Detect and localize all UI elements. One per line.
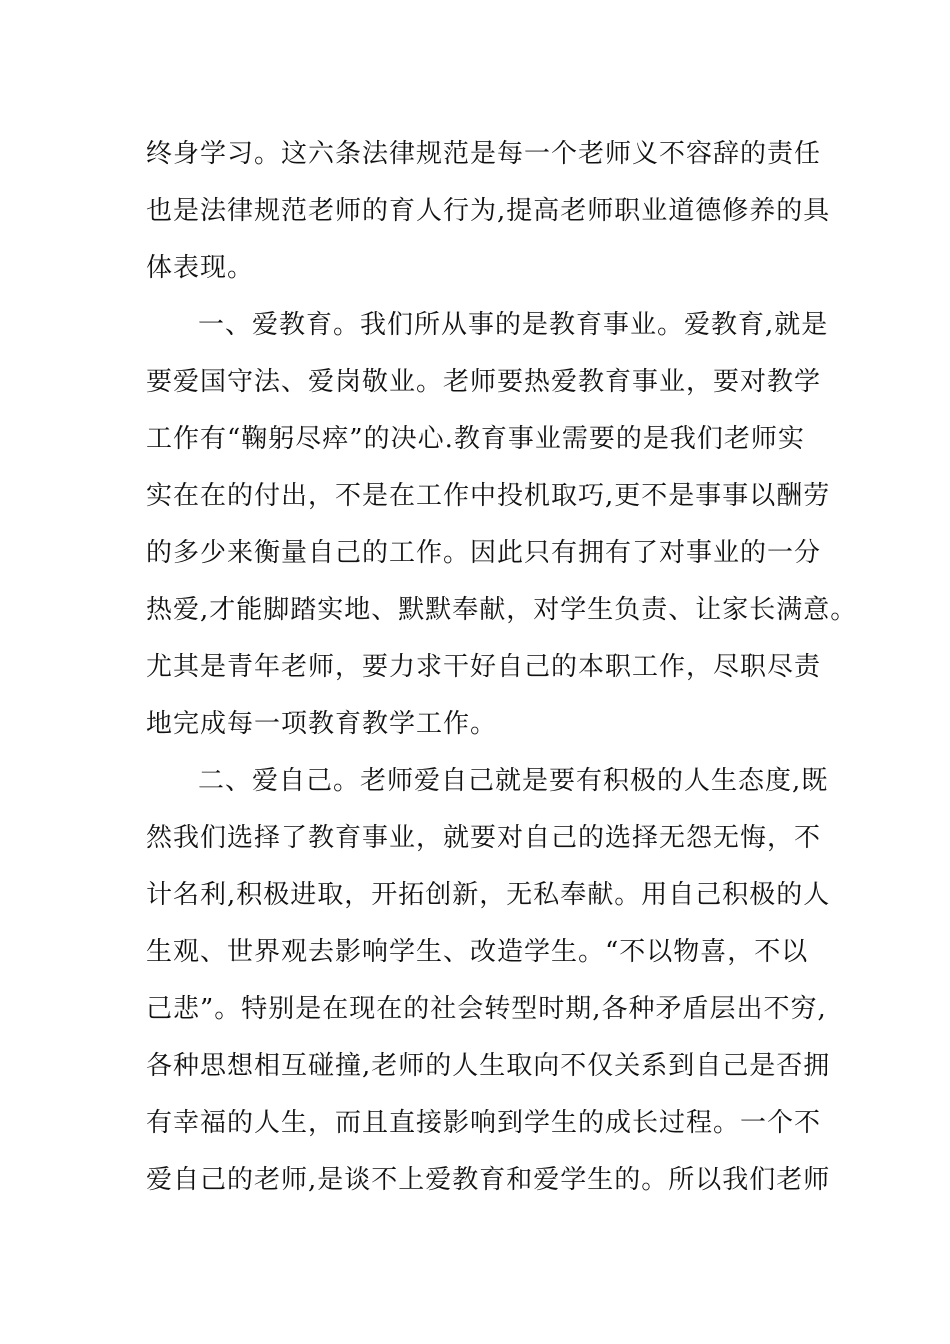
- text-line: 计名利,积极进取，开拓创新，无私奉献。用自己积极的人: [146, 880, 831, 910]
- text-line: 一、爱教育。我们所从事的是教育事业。爱教育,就是: [198, 310, 829, 340]
- paragraph-love-education: [146, 297, 858, 753]
- text-line: 二、爱自己。老师爱自己就是要有积极的人生态度,既: [198, 766, 829, 796]
- text-line: 也是法律规范老师的育人行为,提高老师职业道德修养的具: [146, 196, 831, 226]
- text-line: 有幸福的人生，而且直接影响到学生的成长过程。一个不: [146, 1108, 822, 1138]
- text-line: 尤其是青年老师，要力求干好自己的本职工作，尽职尽责: [146, 652, 822, 682]
- text-line: 实在在的付出，不是在工作中投机取巧,更不是事事以酬劳: [146, 481, 831, 511]
- text-line: 热爱,才能脚踏实地、默默奉献，对学生负责、让家长满意。: [146, 595, 858, 625]
- text-line: 工作有“鞠躬尽瘁”的决心.教育事业需要的是我们老师实: [146, 424, 805, 454]
- text-line: 体表现。: [146, 253, 255, 283]
- text-line: 生观、世界观去影响学生、改造学生。“不以物喜，不以: [146, 937, 809, 967]
- text-line: 的多少来衡量自己的工作。因此只有拥有了对事业的一分: [146, 538, 822, 568]
- text-line: 己悲”。特别是在现在的社会转型时期,各种矛盾层出不穷,: [146, 994, 827, 1024]
- text-line: 终身学习。这六条法律规范是每一个老师义不容辞的责任: [146, 139, 822, 169]
- text-line: 地完成每一项教育教学工作。: [146, 709, 498, 739]
- document-body: [146, 126, 858, 1209]
- text-line: 各种思想相互碰撞,老师的人生取向不仅关系到自己是否拥: [146, 1051, 831, 1081]
- paragraph-love-self: [146, 753, 831, 1209]
- text-line: 爱自己的老师,是谈不上爱教育和爱学生的。所以我们老师: [146, 1165, 831, 1195]
- paragraph-intro: [146, 126, 831, 297]
- text-line: 要爱国守法、爱岗敬业。老师要热爱教育事业，要对教学: [146, 367, 822, 397]
- text-line: 然我们选择了教育事业，就要对自己的选择无怨无悔，不: [146, 823, 822, 853]
